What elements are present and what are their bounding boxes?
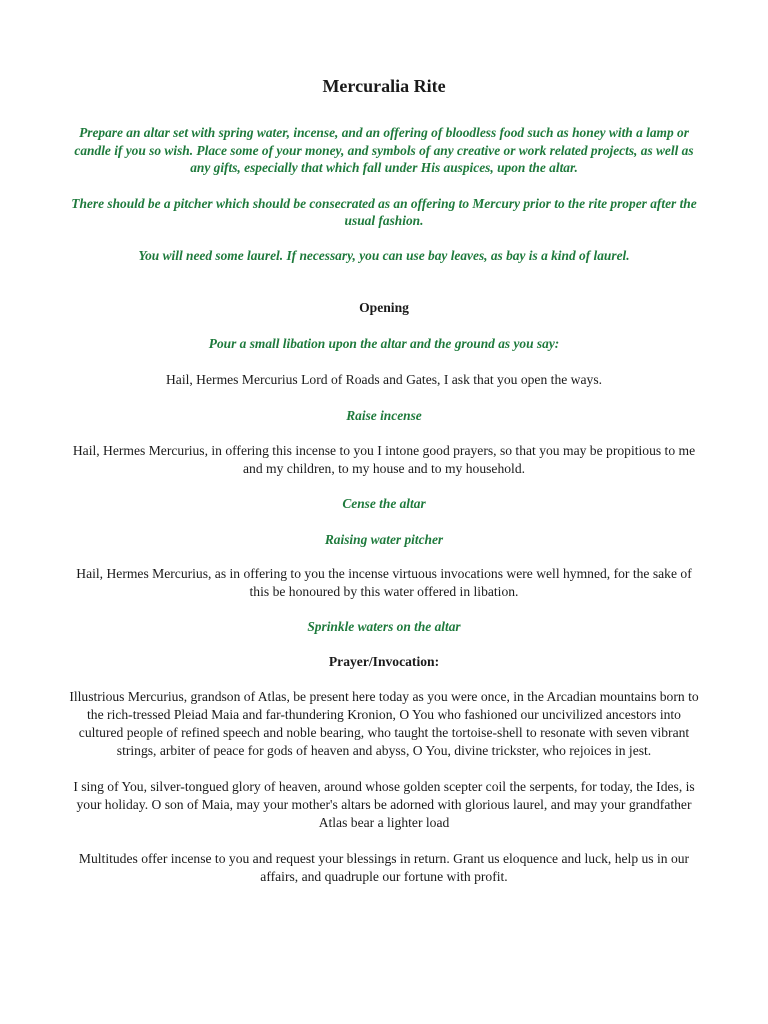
prayer-paragraph: I sing of You, silver-tongued glory of heaven, around whose golden scepter coil the serpents, for today, the Ides, is your holiday. O son of Maia, may your mother's altars be adorned with glorious laurel, and may your grandfather Atlas bear a lighter load — [73, 778, 695, 830]
rubric-sprinkle-waters: Sprinkle waters on the altar — [307, 619, 461, 634]
invocation-water: Hail, Hermes Mercurius, as in offering to you the incense virtuous invocations were well hymned, for the sake of this be honoured by this water offered in libation. — [76, 566, 692, 599]
document-page — [68, 0, 700, 886]
section-heading-prayer: Prayer/Invocation: — [328, 653, 440, 669]
intro-instruction-altar: Prepare an altar set with spring water, incense, and an offering of bloodless food such as honey with a lamp or candle if you so wish. Place some of your money, and symbols of any creative or work related projects, as well as any gifts, especially that which fall under His auspices, upon the altar. — [74, 125, 694, 175]
intro-instruction-laurel: You will need some laurel. If necessary, you can use bay leaves, as bay is a kind of laurel. — [138, 247, 630, 263]
rubric-raise-pitcher: Raising water pitcher — [324, 531, 444, 547]
invocation-incense: Hail, Hermes Mercurius, in offering this incense to you I intone good prayers, so that you may be propitious to me and my children, to my house and to my household. — [72, 443, 696, 476]
section-heading-opening: Opening — [359, 300, 409, 315]
intro-instruction-pitcher: There should be a pitcher which should be consecrated as an offering to Mercury prior to the rite proper after the usual fashion. — [71, 195, 697, 228]
rubric-pour-libation: Pour a small libation upon the altar and the ground as you say: — [208, 336, 560, 351]
rubric-cense-altar: Cense the altar — [342, 496, 426, 511]
prayer-paragraph: Illustrious Mercurius, grandson of Atlas, be present here today as you were once, in the Arcadian mountains born to the rich-tressed Pleiad Maia and far-thundering Kronion, O You who fashioned our uncivilized ancestors into cultured people of refined speech and noble bearing, who taught the tortoise-shell to resonate with seven vibrant strings, arbiter of peace for gods of heaven and abyss, O You, divine trickster, who rejoices in jest. — [69, 688, 699, 758]
prayer-paragraph: Multitudes offer incense to you and request your blessings in return. Grant us eloquence and luck, help us in our affairs, and quadruple our fortune with profit. — [78, 850, 690, 884]
rubric-raise-incense: Raise incense — [346, 407, 422, 423]
document-title: Mercuralia Rite — [322, 76, 446, 96]
invocation-open-ways: Hail, Hermes Mercurius Lord of Roads and Gates, I ask that you open the ways. — [165, 371, 603, 387]
